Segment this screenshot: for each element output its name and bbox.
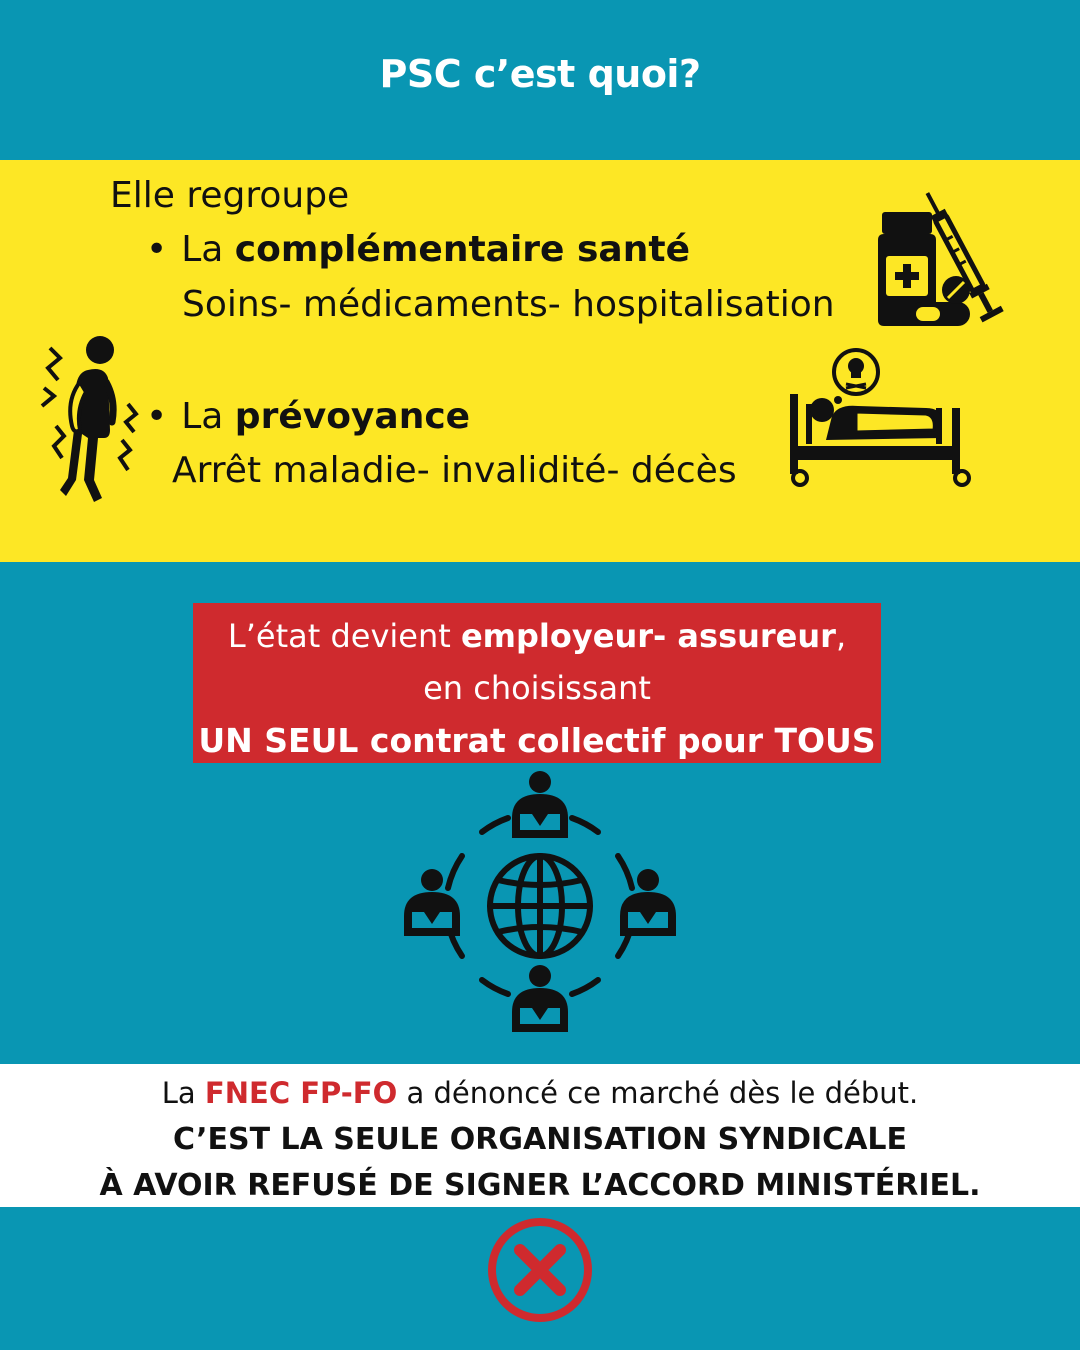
- bullet-description: Arrêt maladie- invalidité- décès: [172, 450, 737, 491]
- footer-line1: [0, 1076, 1080, 1110]
- footer-suffix: a dénoncé ce marché dès le début.: [397, 1076, 919, 1110]
- bullet-title: complémentaire santé: [234, 229, 690, 270]
- statement-line1: [193, 617, 881, 655]
- statement-line3: UN SEUL contrat collectif pour TOUS: [198, 721, 876, 760]
- statement-suffix: ,: [835, 617, 847, 655]
- statement-line2: en choisissant: [423, 669, 651, 707]
- sick-person-icon: [36, 330, 146, 510]
- org-name: FNEC FP-FO: [204, 1076, 398, 1110]
- cross-circle-icon: [486, 1216, 594, 1324]
- bullet-title: prévoyance: [234, 396, 471, 437]
- footer-prefix: La: [161, 1076, 205, 1110]
- bullet-description: Soins- médicaments- hospitalisation: [182, 284, 835, 325]
- footer-line3: À AVOIR REFUSÉ DE SIGNER L’ACCORD MINISTÉRIEL.: [99, 1168, 981, 1203]
- footer-line2: C’EST LA SEULE ORGANISATION SYNDICALE: [172, 1122, 908, 1157]
- bullet-complementaire-sante: [146, 229, 690, 270]
- hospital-bed-icon: [786, 346, 976, 488]
- intro-text: Elle regroupe: [110, 175, 350, 216]
- medicine-syringe-icon: [870, 172, 1010, 332]
- statement-bold: employeur- assureur: [460, 617, 836, 655]
- page-title: PSC c’est quoi?: [379, 52, 701, 96]
- bullet-prefix: La: [181, 229, 235, 270]
- statement-box: [193, 603, 881, 763]
- global-network-icon: [400, 768, 680, 1043]
- bullet-prevoyance: [146, 396, 470, 437]
- statement-prefix: L’état devient: [227, 617, 461, 655]
- bullet-dot: •: [146, 396, 168, 437]
- footer-band: [0, 1064, 1080, 1207]
- bullet-dot: •: [146, 229, 168, 270]
- bullet-prefix: La: [181, 396, 235, 437]
